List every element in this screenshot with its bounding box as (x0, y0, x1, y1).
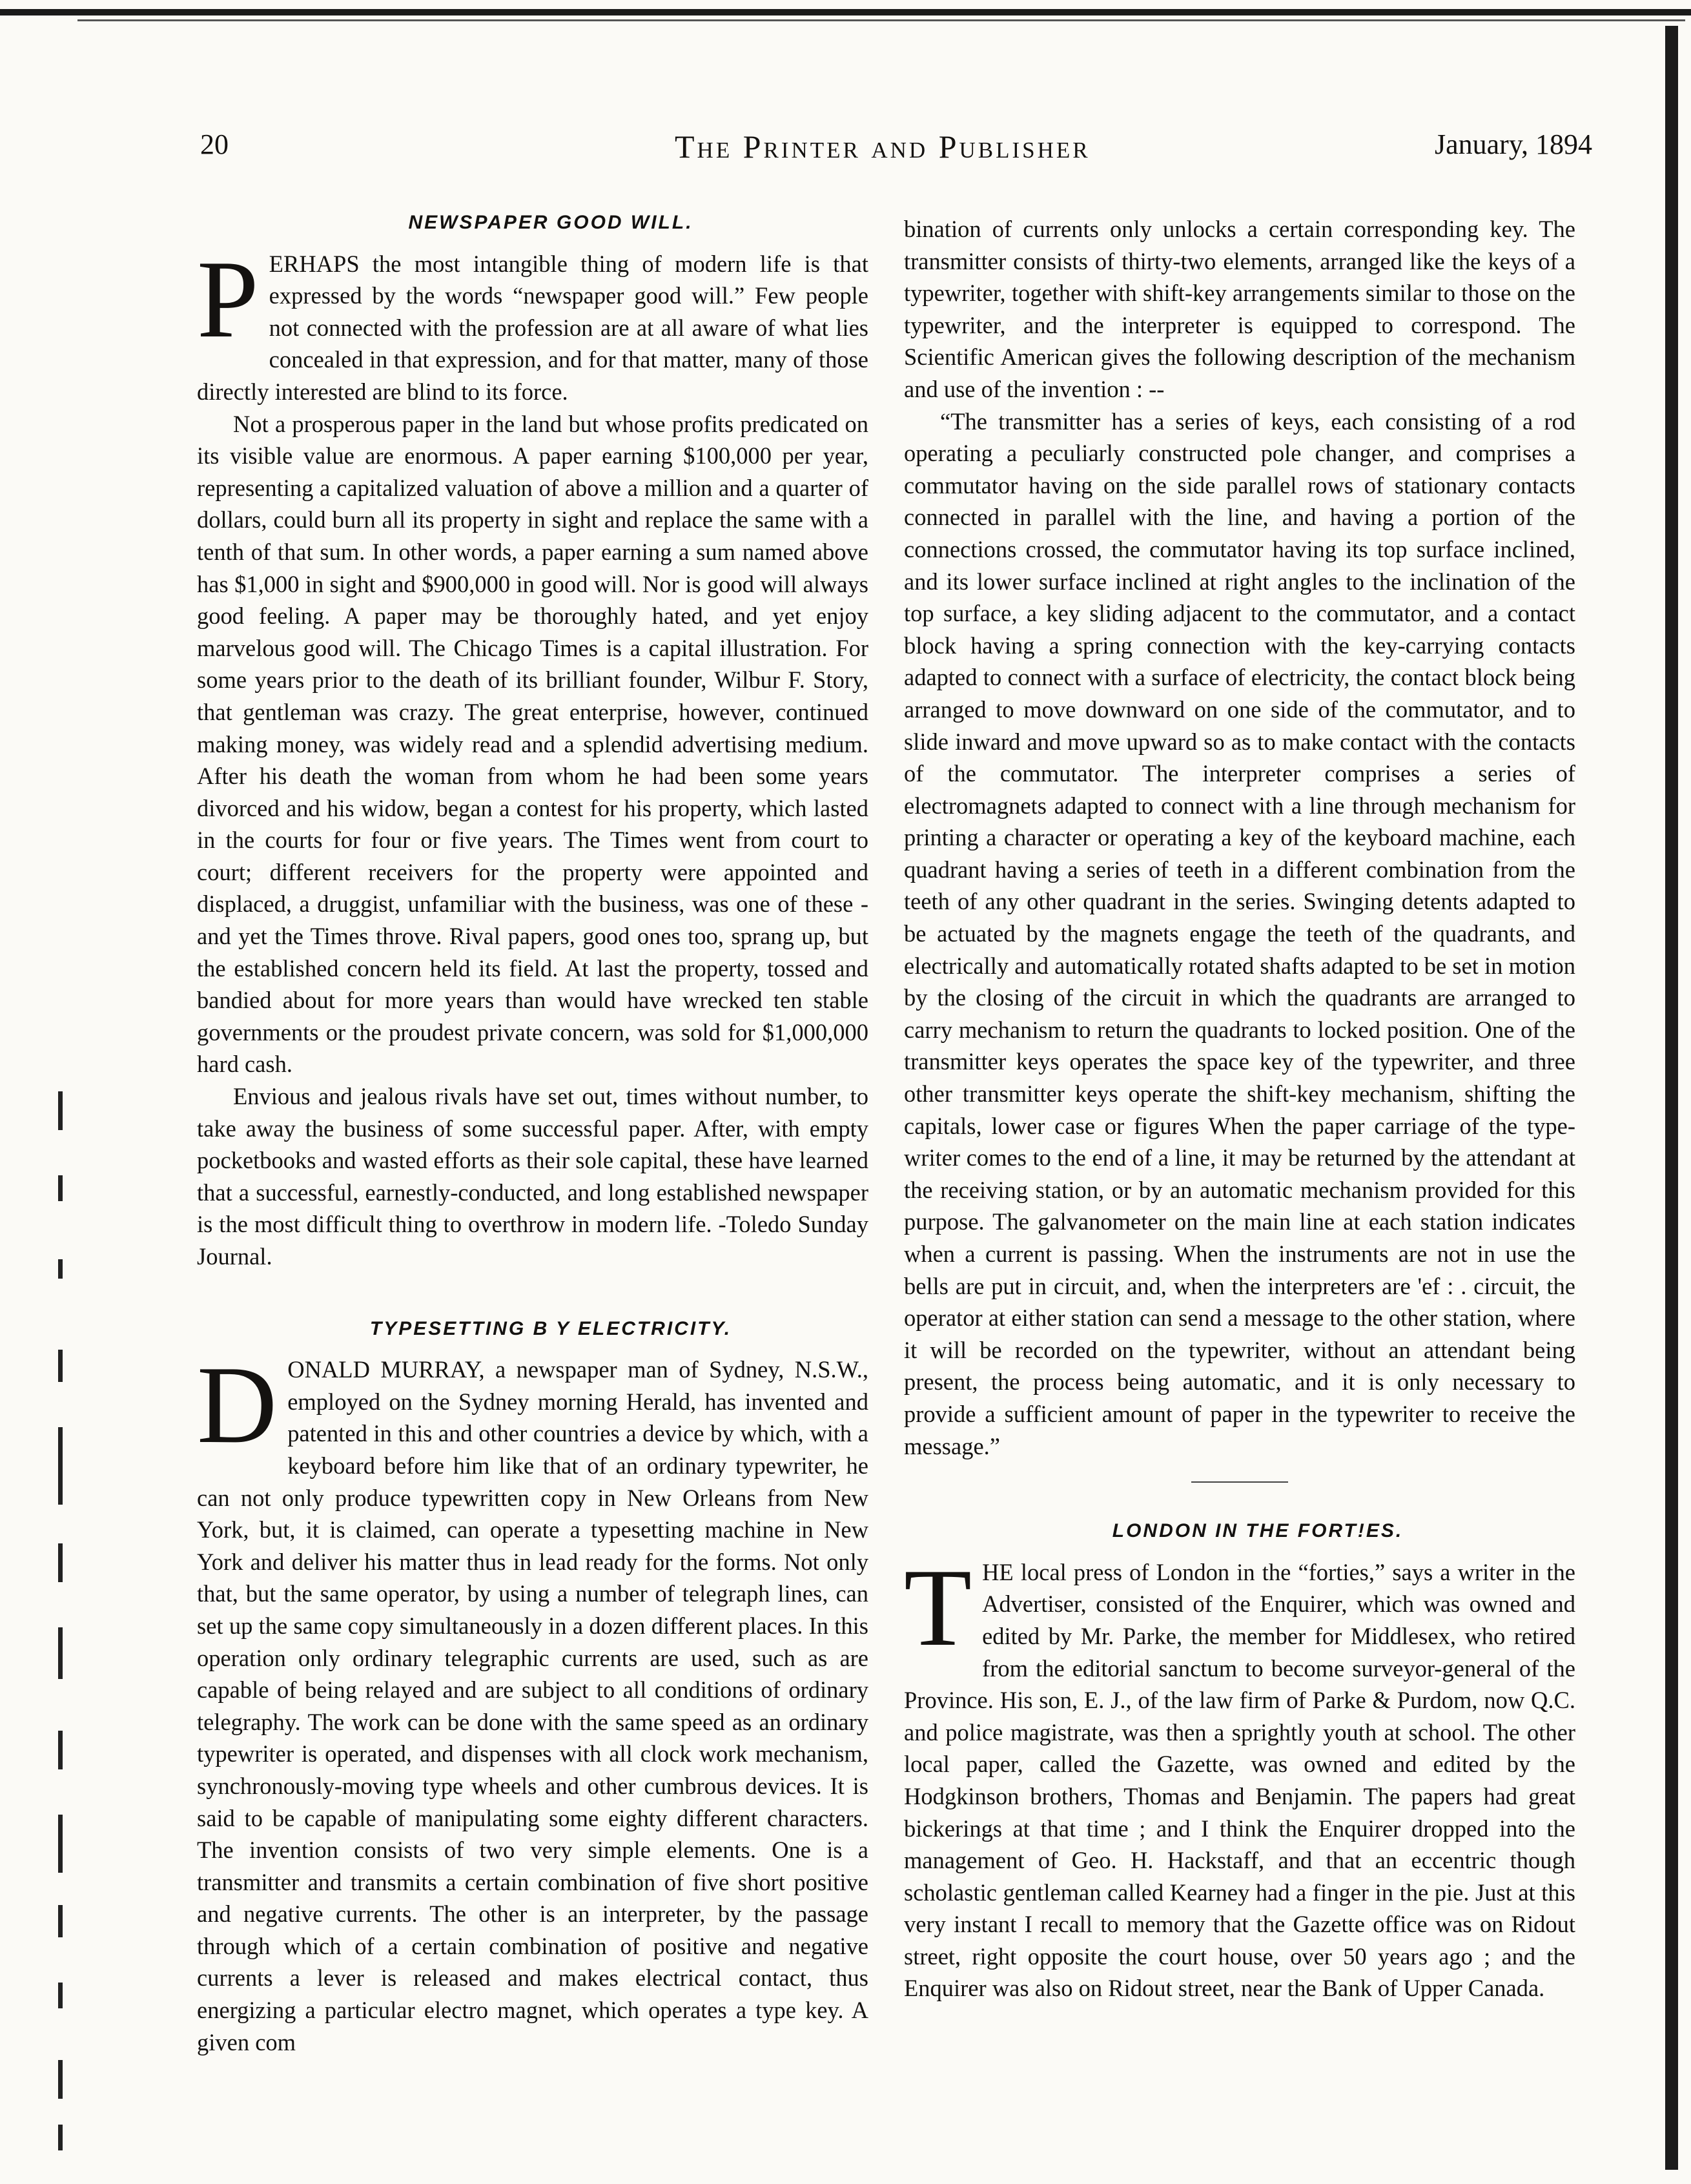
right-column (904, 213, 1575, 2004)
article-paragraph-continued: bination of currents only unlocks a certain corresponding key. The transmitter consists of thirty-two elements, arranged like the keys of a typewriter, together with shift-key arrangements similar to those on the typewriter, and the interpreter is equipped to correspond. The Scientific American gives the following description of the mechanism and use of the invention : -- (904, 216, 1575, 402)
paragraph-text: ERHAPS the most intangible thing of modern life is that expressed by the words “newspaper good will.” Few people not connected with the profession are at all aware of what lies concealed in that expression, and for that matter, many of those directly interested are blind to its force. (197, 250, 868, 405)
page-number: 20 (200, 129, 229, 160)
article-paragraph: Envious and jealous rivals have set out, times without number, to take away the business of some successful paper. After, with empty pocketbooks and wasted efforts as their sole capital, these have learned that a successful, earnestly-conducted, and long established newspaper is the most difficult thing to overthrow in modern life. -Toledo Sunday Journal. (197, 1083, 868, 1270)
left-margin-marks (52, 1091, 71, 2157)
top-border-line (0, 9, 1691, 15)
article-heading-newspaper-good-will: NEWSPAPER GOOD WILL. (408, 212, 693, 233)
drop-cap: D (197, 1344, 278, 1467)
article-heading-london-in-the-forties: LONDON IN THE FORT!ES. (1112, 1520, 1404, 1542)
section-divider (1191, 1481, 1288, 1483)
issue-date: January, 1894 (1435, 129, 1592, 160)
article-paragraph (197, 238, 868, 408)
article-quote-paragraph: “The transmitter has a series of keys, each consisting of a rod operating a peculiarly constructed pole changer, and comprises a commutator having on the side parallel rows of stationary contacts connected in parallel with the line, and having a portion of the connections crossed, the commutator having its top surface inclined, and its lower surface inclined at right angles to the inclination of the top surface, a key sliding adjacent to the commutator, and a contact block having a spring connection with the key-carrying contacts adapted to connect with a surface of electricity, the contact block being arranged to move downward on one side of the commutator, and to slide inward and move upward so as to make contact with the contacts of the commutator. The interpreter comprises a series of electromagnets adapted to connect with a line through mechanism for printing a character or operating a key of the keyboard machine, each quadrant having a series of teeth in a different combination from the teeth of any other quadrant in the series. Swinging detents adapted to be actuated by the magnets engage the teeth of the quadrants, and electrically and automatically rotated shafts adapted to be set in motion by the closing of the circuit in which the quadrants are arranged to carry mechanism to return the quadrants to locked position. One of the transmitter keys operates the space key of the typewriter, and three other transmitter keys operate the shift-key mechanism, shifting the capitals, lower case or figures When the paper carriage of the type-writer comes to the end of a line, it may be returned by the attendant at the receiving station, or by an automatic mechanism provided for this purpose. The galvanometer on the main line at each station indicates when a current is passing. When the instruments are not in use the bells are put in circuit, and, when the interpreters are 'ef : . circuit, the operator at either station can send a message to the other station, where it will be recorded on the typewriter, without an attendant being present, the process being automatic, and it is only necessary to provide a sufficient amount of paper in the typewriter to receive the message.” (904, 407, 1575, 1459)
article-paragraph (197, 1344, 868, 2058)
article-paragraph (904, 1546, 1575, 2004)
page-header (0, 128, 1691, 167)
drop-cap: T (904, 1546, 972, 1669)
right-page-edge (1665, 26, 1678, 2170)
article-paragraph: Not a prosperous paper in the land but whose profits predicated on its visible value are enormous. A paper earning $100,000 per year, representing a capitalized valuation of above a million and a quarter of dollars, could burn all its property in sight and replace the same with a tenth of that sum. In other words, a paper earning a sum named above has $1,000 in sight and $900,000 in good will. Nor is good will always good feeling. A paper may be thoroughly hated, and yet enjoy marvelous good will. The Chicago Times is a capital illustration. For some years prior to the death of its brilliant founder, Wilbur F. Story, that gentleman was crazy. The great enterprise, however, continued making money, was widely read and a splendid advertising medium. After his death the woman from whom he had been some years divorced and his widow, began a contest for his property, which lasted in the courts for four or five years. The Times went from court to court; different receivers for the property were appointed and displaced, a druggist, unfamiliar with the business, was one of these -and yet the Times throve. Rival papers, good ones too, sprang up, but the established concern held its field. At last the property, tossed and bandied about for more years than would have wrecked ten stable governments or the proudest private concern, was sold for $1,000,000 hard cash. (197, 410, 868, 1078)
publication-title: The Printer and Publisher (675, 129, 1091, 165)
article-heading-typesetting-by-electricity: TYPESETTING B Y ELECTRICITY. (369, 1317, 732, 1339)
drop-cap: P (197, 238, 259, 361)
top-border-line-thin (77, 19, 1685, 21)
left-column (197, 207, 868, 2058)
paragraph-text: ONALD MURRAY, a newspaper man of Sydney, N.S.W., employed on the Sydney morning Herald, has invented and patented in this and other countries a device by which, with a keyboard before him like that of an ordinary typewriter, he can not only produce typewritten copy in New Orleans from New York, but, it is claimed, can operate a typesetting machine in New York and deliver his matter thus in lead ready for the forms. Not only that, but the same operator, by using a number of telegraph lines, can set up the same copy simultaneously in a dozen different places. In this operation only ordinary telegraphic currents are used, such as are capable of being relayed and are subject to all conditions of ordinary telegraphy. The work can be done with the same speed as an ordinary typewriter is operated, and dispenses with all clock work mechanism, synchronously-moving type wheels and other cumbrous devices. It is said to be capable of manipulating some eighty different characters. The invention consists of two very simple elements. One is a transmitter and transmits a certain combination of five short positive and negative currents. The other is an interpreter, by the passage through which of a certain combination of positive and negative currents a lever is released and makes electrical contact, thus energizing a particular electro magnet, which operates a type key. A given com (197, 1356, 868, 2055)
paragraph-text: HE local press of London in the “forties,” says a writer in the Advertiser, consisted of the Enquirer, which was owned and edited by Mr. Parke, the member for Middlesex, who retired from the editorial sanctum to become surveyor-general of the Province. His son, E. J., of the law firm of Parke & Purdom, now Q.C. and police magistrate, was then a sprightly youth at school. The other local paper, called the Gazette, was owned and edited by the Hodgkinson brothers, Thomas and Benjamin. The papers had great bickerings at that time ; and I think the Enquirer dropped into the management of Geo. H. Hackstaff, and that an eccentric though scholastic gentleman called Kearney had a finger in the pie. Just at this very instant I recall to memory that the Gazette office was on Ridout street, right opposite the court house, over 50 years ago ; and the Enquirer was also on Ridout street, near the Bank of Upper Canada. (904, 1558, 1575, 2002)
